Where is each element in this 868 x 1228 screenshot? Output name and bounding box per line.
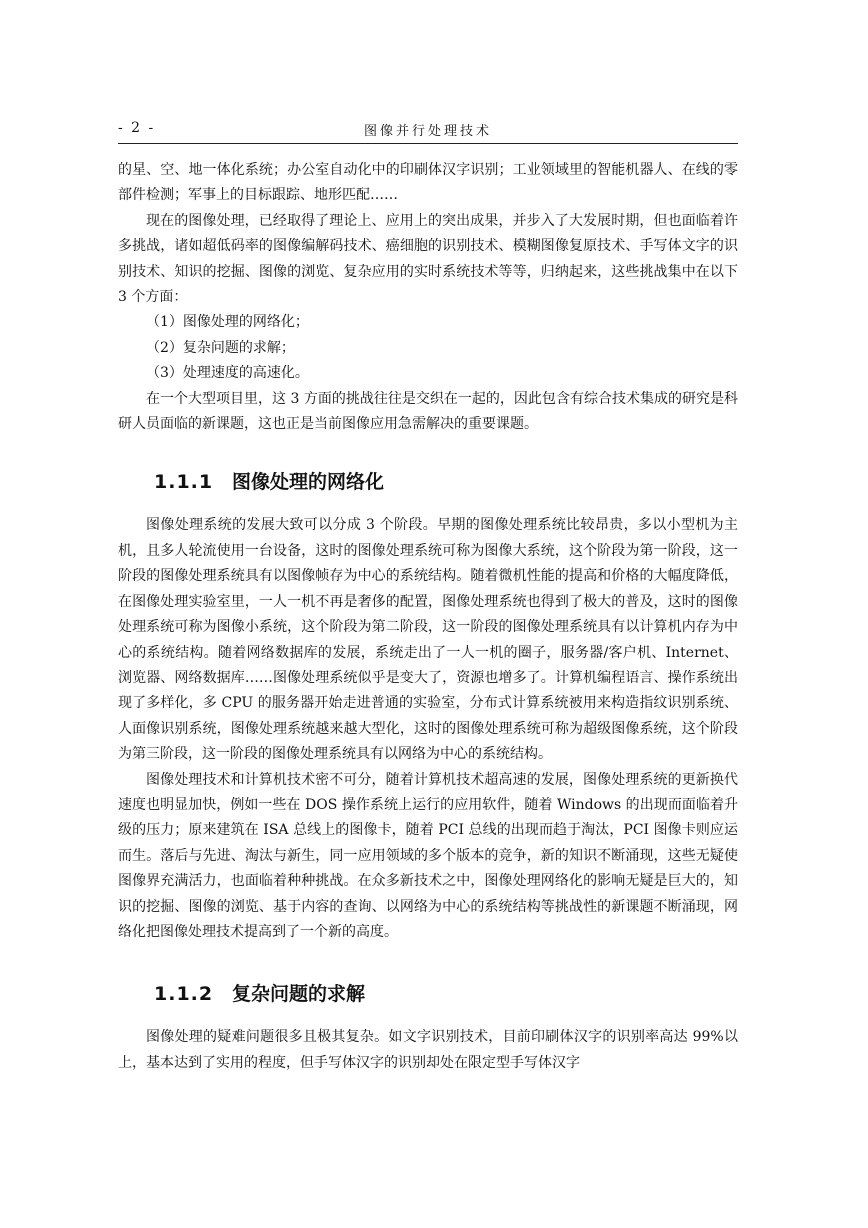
section-heading-1-1-2 (118, 981, 738, 1007)
intro-closing-paragraph: 在一个大型项目里，这 3 方面的挑战往往是交织在一起的，因此包含有综合技术集成的研究是科研人员面临的新课题，这也正是当前图像应用急需解决的重要课题。 (118, 390, 738, 433)
intro-paragraph: 现在的图像处理，已经取得了理论上、应用上的突出成果，并步入了大发展时期，但也面临着许多挑战，诸如超低码率的图像编解码技术、癌细胞的识别技术、模糊图像复原技术、手写体文字的识别技术、知识的挖掘、图像的浏览、复杂应用的实时系统技术等等，归纳起来，这些挑战集中在以下 3 个方面： (118, 212, 738, 306)
section-1-paragraph-1: 图像处理系统的发展大致可以分成 3 个阶段。早期的图像处理系统比较昂贵，多以小型机为主机，且多人轮流使用一台设备，这时的图像处理系统可称为图像大系统，这个阶段为第一阶段，这一阶段的图像处理系统具有以图像帧存为中心的系统结构。随着微机性能的提高和价格的大幅度降低，在图像处理实验室里，一人一机不再是奢侈的配置，图像处理系统也得到了极大的普及，这时的图像处理系统可称为图像小系统，这个阶段为第二阶段，这一阶段的图像处理系统具有以计算机内存为中心的系统结构。随着网络数据库的发展，系统走出了一人一机的圈子，服务器/客户机、Internet、浏览器、网络数据库……图像处理系统似乎是变大了，资源也增多了。计算机编程语言、操作系统出现了多样化，多 CPU 的服务器开始走进普通的实验室，分布式计算系统被用来构造指纹识别系统、人面像识别系统，图像处理系统越来越大型化，这时的图像处理系统可称为超级图像系统，这个阶段为第三阶段，这一阶段的图像处理系统具有以网络为中心的系统结构。 (118, 517, 738, 763)
list-item: （3）处理速度的高速化。 (146, 365, 309, 382)
running-title: 图像并行处理技术 (363, 124, 492, 139)
list-item: （1）图像处理的网络化； (146, 314, 309, 331)
page-number: - 2 - (118, 120, 156, 136)
list-item: （2）复杂问题的求解； (146, 339, 295, 356)
header-rule (118, 143, 738, 144)
section-title: 复杂问题的求解 (232, 983, 366, 1006)
section-2-paragraph-1: 图像处理的疑难问题很多且极其复杂。如文字识别技术，目前印刷体汉字的识别率高达 99%以上，基本达到了实用的程度，但手写体汉字的识别却处在限定型手写体汉字 (118, 1029, 738, 1071)
section-heading-1-1-1 (118, 469, 738, 495)
page-header (118, 118, 738, 144)
section-number: 1.1.1 (154, 471, 214, 494)
continued-paragraph: 的星、空、地一体化系统；办公室自动化中的印刷体汉字识别；工业领域里的智能机器人、在线的零部件检测；军事上的目标跟踪、地形匹配…… (118, 162, 738, 204)
challenge-list (118, 310, 738, 386)
section-number: 1.1.2 (154, 983, 214, 1006)
section-title: 图像处理的网络化 (232, 471, 385, 494)
page-body (118, 158, 738, 1076)
section-1-paragraph-2: 图像处理技术和计算机技术密不可分，随着计算机技术超高速的发展，图像处理系统的更新换代速度也明显加快，例如一些在 DOS 操作系统上运行的应用软件，随着 Windows 的出现而面临着升级的压力；原来建筑在 ISA 总线上的图像卡，随着 PCI 总线的出现而趋于淘汰，PCI 图像卡则应运而生。落后与先进、淘汰与新生，同一应用领域的多个版本的竞争，新的知识不断涌现，这些无疑使图像界充满活力，也面临着种种挑战。在众多新技术之中，图像处理网络化的影响无疑是巨大的，知识的挖掘、图像的浏览、基于内容的查询、以网络为中心的系统结构等挑战性的新课题不断涌现，网络化把图像处理技术提高到了一个新的高度。 (118, 771, 738, 940)
